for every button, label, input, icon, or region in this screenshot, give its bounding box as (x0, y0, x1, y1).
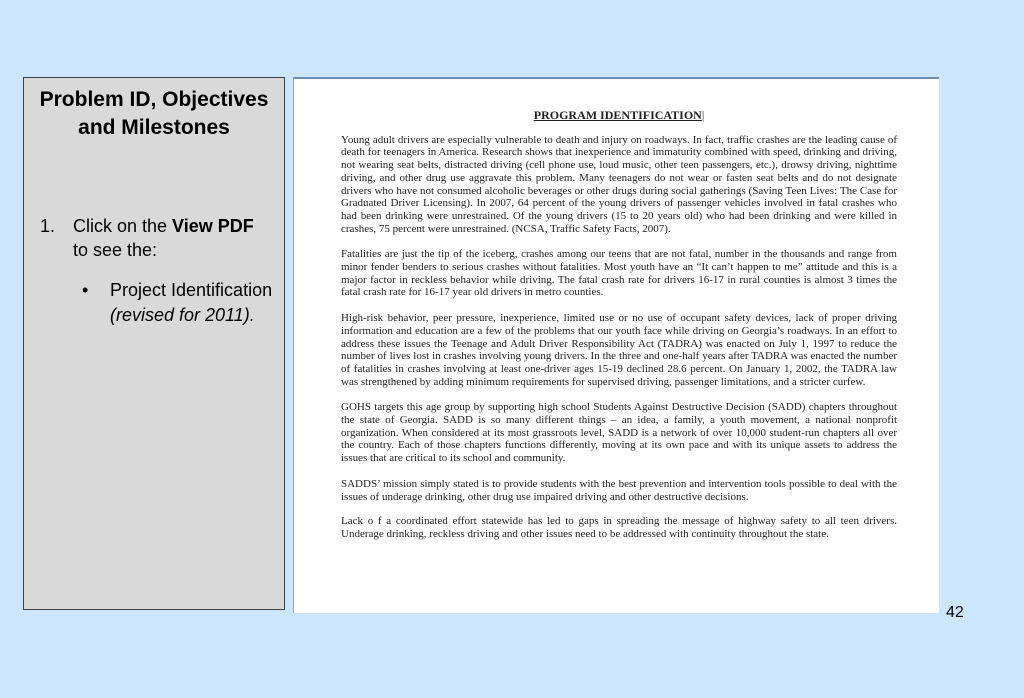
text-cursor: | (701, 108, 705, 122)
view-pdf-link[interactable]: View PDF (172, 216, 254, 236)
objectives-panel (23, 77, 285, 610)
document-paragraph: SADDS’ mission simply stated is to provide students with the best prevention and intervention tools possible to deal with the issues of underage drinking, other drug use impaired driving and other destructive decisions. (341, 477, 897, 503)
pdf-document-preview (293, 77, 939, 613)
document-heading: PROGRAM IDENTIFICATION| (533, 108, 705, 122)
document-paragraph: Lack o f a coordinated effort statewide has led to gaps in spreading the message of highway safety to all teen drivers. Underage drinking, reckless driving and other issues need to be addressed with continuity throughout the state. (341, 515, 897, 540)
bullet-text (110, 278, 277, 328)
document-paragraph: Fatalities are just the tip of the iceberg, crashes among our teens that are not fatal, number in the thousands and range from minor fender benders to serious crashes without fatalities. Most youth have an “It can’t happen to me” attitude and this is a major factor in reckless behavior while driving. The fatal crash rate for drivers 16-17 in rural counties is almost 3 times the fatal crash rate for 16-17 year old drivers in metro counties. (341, 248, 897, 299)
bullet-label: Project Identification (110, 280, 273, 300)
step-text (73, 214, 270, 262)
instruction-step (40, 214, 270, 262)
step-suffix: to see the: (73, 240, 158, 260)
slide-number: 42 (946, 604, 964, 621)
document-paragraph: High-risk behavior, peer pressure, inexperience, limited use or no use of occupant safety devices, lack of proper driving information and education are a few of the problems that our youth face while driving on Georgia’s roadways. In an effort to address these issues the Teenage and Adult Driver Responsibility Act (TADRA) was enacted on July 1, 1997 to reduce the number of lives lost in crashes involving young drivers. In the three and one-half years after TADRA was enacted the number of fatalities in crashes involving at least one-driver ages 15-19 declined 28.6 percent. On January 1, 2002, the TADRA law was strengthened by adding minimum requirements for supervised driving, passenger limitations, and a stricter curfew. (341, 312, 897, 388)
document-body (341, 109, 897, 554)
step-number: 1. (40, 216, 56, 236)
document-paragraph: Young adult drivers are especially vulnerable to death and injury on roadways. In fact, traffic crashes are the leading cause of death for teenagers in America. Research shows that inexperience and immaturity combined with speed, drinking and driving, not wearing seat belts, distracted driving (cell phone use, loud music, other teen passengers, etc.), drowsy driving, nighttime driving, and other drug use aggravate this problem. Many teenagers do not wear or fasten seat belts and do not designate drivers who have not consumed alcoholic beverages or other drugs during social gatherings (Saving Teen Lives: The Case for Graduated Driver Licensing). In 2007, 64 percent of the young drivers of passenger vehicles involved in fatal crashes who had been drinking were unrestrained. Of the young drivers (15 to 20 years old) who had been drinking and were killed in crashes, 75 percent were unrestrained. (NCSA, Traffic Safety Facts, 2007). (341, 133, 897, 235)
step-prefix: Click on the (73, 216, 173, 236)
panel-title: Problem ID, Objectives and Milestones (39, 88, 269, 139)
document-paragraph: GOHS targets this age group by supporting high school Students Against Destructive Decision (SADD) chapters throughout the state of Georgia. SADD is so many different things – an idea, a family, a youth movement, a national nonprofit organization. When considered at its most grassroots level, SADD is a network of over 10,000 student-run chapters all over the country. Each of those chapters functions differently, moving at its own pace and with its unique assets to address the issues that are critical to its school and community. (341, 401, 897, 465)
bullet-icon: • (82, 280, 89, 300)
bullet-revision-note: (revised for 2011). (110, 305, 255, 325)
bullet-item (82, 278, 277, 328)
